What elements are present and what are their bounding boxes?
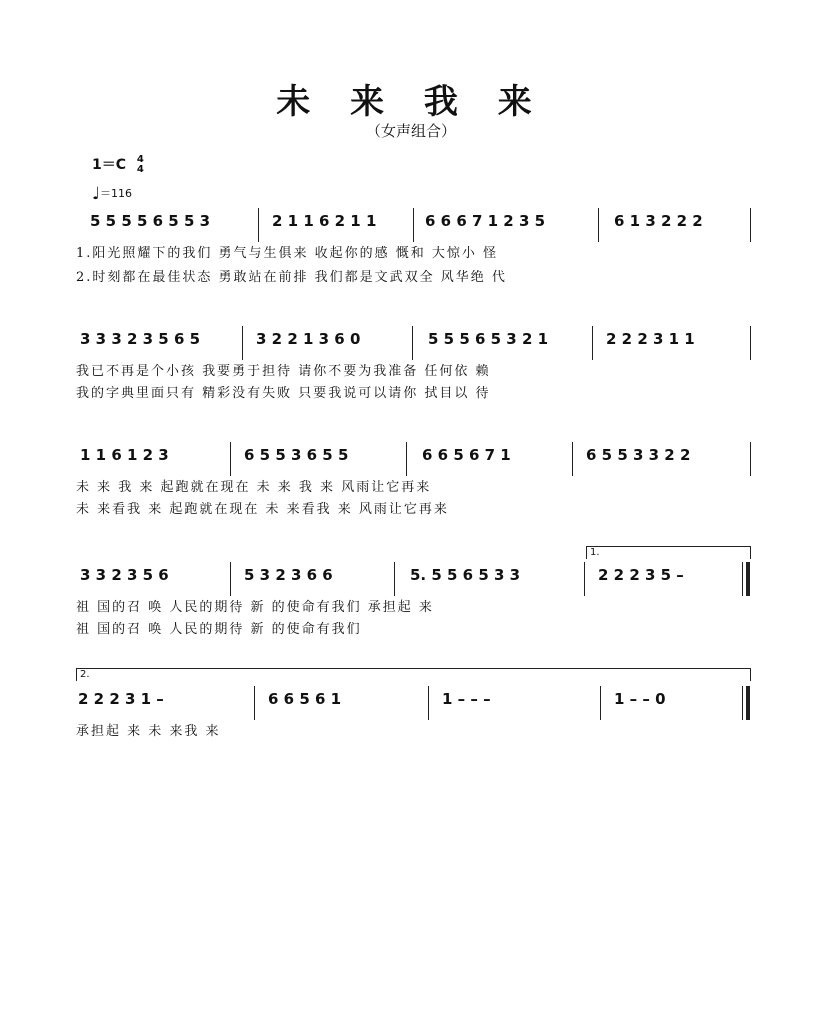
- repeat-barline: [742, 562, 743, 596]
- volta-1: 1.: [586, 546, 751, 559]
- notation-line: [76, 208, 756, 238]
- time-sig-top: 4: [136, 154, 144, 165]
- measure: 6 5 5 3 3 2 2: [586, 446, 691, 464]
- lyric-verse-1: 1.阳光照耀下的我们 勇气与生俱来 收起你的感 慨和 大惊小 怪: [76, 246, 499, 261]
- lyric-verse-1: 承担起 来 未 来我 来: [76, 724, 221, 739]
- measure: 2 1 1 6 2 1 1: [272, 212, 377, 230]
- notation-line: [76, 686, 756, 716]
- measure: 3 3 3 2 3 5 6 5: [80, 330, 201, 348]
- barline: [413, 208, 414, 242]
- barline: [750, 208, 751, 242]
- measure: 6 6 5 6 1: [268, 690, 342, 708]
- lyric-verse-2: 2.时刻都在最佳状态 勇敢站在前排 我们都是文武双全 风华绝 代: [76, 270, 507, 285]
- barline: [600, 686, 601, 720]
- key-signature: [92, 154, 144, 175]
- measure: 2 2 2 3 1 1: [606, 330, 695, 348]
- barline: [750, 326, 751, 360]
- tempo-value: ＝116: [100, 187, 133, 200]
- measure: 6 5 5 3 6 5 5: [244, 446, 349, 464]
- barline: [230, 562, 231, 596]
- measure: 6 6 6 7 1 2 3 5: [425, 212, 546, 230]
- barline: [254, 686, 255, 720]
- measure: 6 1 3 2 2 2: [614, 212, 703, 230]
- measure: 2 2 2 3 5 –: [598, 566, 684, 584]
- lyric-verse-1: 未 来 我 来 起跑就在现在 未 来 我 来 风雨让它再来: [76, 480, 432, 495]
- barline: [394, 562, 395, 596]
- barline: [598, 208, 599, 242]
- measure: 1 – – 0: [614, 690, 666, 708]
- barline: [258, 208, 259, 242]
- barline: [230, 442, 231, 476]
- measure: 5 3 2 3 6 6: [244, 566, 333, 584]
- measure: 1 – – –: [442, 690, 491, 708]
- key-label: 1＝C: [92, 157, 127, 173]
- notation-line: [76, 326, 756, 356]
- barline: [412, 326, 413, 360]
- barline: [584, 562, 585, 596]
- quarter-note-icon: ♩: [92, 184, 101, 204]
- measure: 5. 5 5 6 5 3 3: [410, 566, 521, 584]
- measure: 3 2 2 1 3 6 0: [256, 330, 361, 348]
- song-title: 未 来 我 来: [276, 82, 546, 122]
- lyric-verse-1: 祖 国的召 唤 人民的期待 新 的使命有我们 承担起 来: [76, 600, 434, 615]
- time-signature: [137, 155, 144, 175]
- measure: 6 6 5 6 7 1: [422, 446, 511, 464]
- lyric-verse-2: 未 来看我 来 起跑就在现在 未 来看我 来 风雨让它再来: [76, 502, 449, 517]
- final-barline-thick: [746, 686, 750, 720]
- final-barline: [742, 686, 743, 720]
- barline: [428, 686, 429, 720]
- measure: 1 1 6 1 2 3: [80, 446, 169, 464]
- measure: 5 5 5 5 6 5 5 3: [90, 212, 211, 230]
- barline: [750, 442, 751, 476]
- measure: 2 2 2 3 1 –: [78, 690, 164, 708]
- lyric-verse-2: 祖 国的召 唤 人民的期待 新 的使命有我们: [76, 622, 362, 637]
- song-subtitle: （女声组合）: [365, 122, 456, 140]
- measure: 3 3 2 3 5 6: [80, 566, 169, 584]
- repeat-barline-thick: [746, 562, 750, 596]
- barline: [572, 442, 573, 476]
- time-sig-bottom: 4: [136, 164, 144, 175]
- notation-line: [76, 562, 756, 592]
- volta-2: 2.: [76, 668, 751, 681]
- measure: 5 5 5 6 5 3 2 1: [428, 330, 549, 348]
- notation-line: [76, 442, 756, 472]
- lyric-verse-2: 我的字典里面只有 精彩没有失败 只要我说可以请你 拭目以 待: [76, 386, 491, 401]
- tempo-marking: [92, 184, 132, 204]
- barline: [406, 442, 407, 476]
- lyric-verse-1: 我已不再是个小孩 我要勇于担待 请你不要为我准备 任何依 赖: [76, 364, 491, 379]
- barline: [592, 326, 593, 360]
- barline: [242, 326, 243, 360]
